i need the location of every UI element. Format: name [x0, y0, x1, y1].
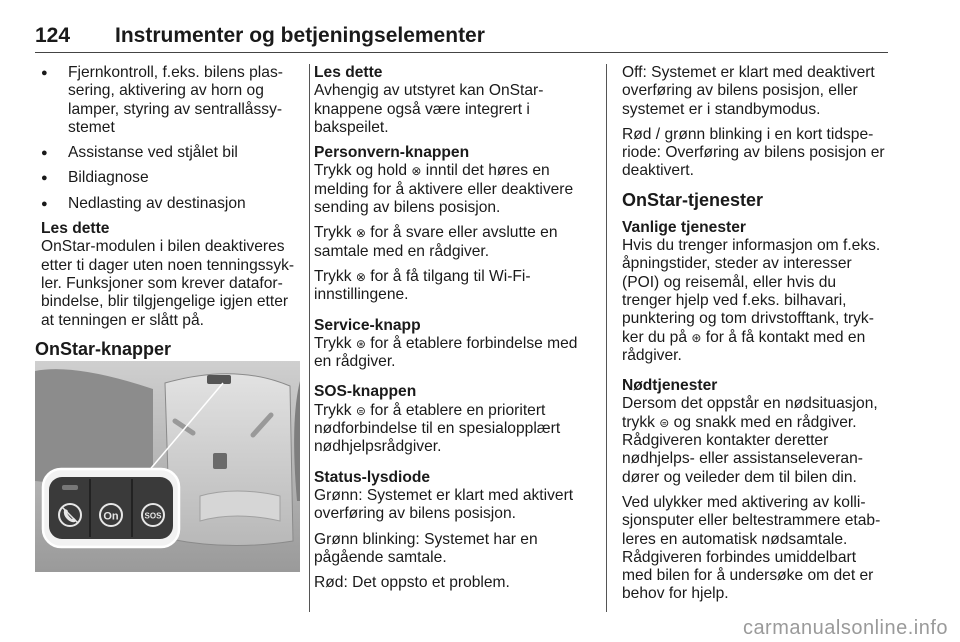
paragraph: Rød: Det oppsto et problem. [314, 574, 510, 592]
onstar-icon: ⊛ [355, 336, 366, 351]
paragraph: Ved ulykker med aktivering av kolli-sjonsputer eller beltestrammere etab-leres en automatisk nødsamtale. Rådgiveren forbindes umiddelbart med bilen for å undersøke om det er behov for hjelp. [622, 493, 881, 603]
paragraph: Dersom det oppstår en nødsituasjon, trykk ⊜ og snakk med en rådgiver. Rådgiveren kontakter deretter nødhjelps- eller assistanseleveran-dører og veileder dem til bilen din. [622, 395, 878, 486]
column-divider [606, 64, 607, 612]
note-box [41, 220, 300, 330]
paragraph: Grønn: Systemet er klart med aktivert overføring av bilens posisjon. [314, 486, 574, 523]
page-title: Instrumenter og betjeningselementer [115, 24, 485, 47]
sos-icon: ⊜ [659, 415, 670, 430]
phone-icon: ⊗ [411, 164, 422, 179]
page-number: 124 [35, 24, 71, 47]
service-button-heading: Service-knapp [314, 316, 421, 334]
paragraph: Trykk ⊛ for å etablere forbindelse med en rådgiver. [314, 334, 578, 371]
paragraph: Trykk ⊜ for å etablere en prioritert nødforbindelse til en spesialopplært nødhjelpsrådgiver. [314, 401, 561, 456]
paragraph: Hvis du trenger informasjon om f.eks. åpningstider, steder av interesser (POI) og reisemål, eller hvis du trenger hjelp ved f.eks. bilhavari, punktering og tom drivstofftank, tryk-ker du på ⊛ for å få kontakt med en rådgiver. [622, 237, 881, 364]
phone-icon: ⊗ [355, 269, 366, 284]
column-left [35, 64, 300, 368]
status-led-heading: Status-lysdiode [314, 468, 431, 486]
paragraph: Grønn blinking: Systemet har en pågående samtale. [314, 530, 538, 566]
sos-button-label: SOS [144, 511, 162, 521]
standard-services-heading: Vanlige tjenester [622, 218, 746, 236]
note-title: Les dette [314, 64, 383, 81]
column-right [622, 64, 888, 611]
emergency-services-heading: Nødtjenester [622, 377, 718, 395]
paragraph: Rød / grønn blinking i en kort tidspe-riode: Overføring av bilens posisjon er deaktivert. [622, 125, 885, 180]
list-item: ● Bildiagnose [35, 169, 300, 187]
section-heading: OnStar-knapper [35, 338, 172, 359]
watermark: carmanualsonline.info [742, 617, 948, 639]
page-header [35, 22, 888, 53]
sos-icon: ⊜ [355, 403, 366, 418]
paragraph: Trykk ⊗ for å få tilgang til Wi-Fi-innstillingene. [314, 267, 531, 304]
onstar-icon: ⊛ [691, 330, 702, 345]
paragraph: Trykk og hold ⊗ inntil det høres en melding for å aktivere eller deaktivere sending av bilens posisjon. [314, 162, 574, 217]
list-item: ● Assistanse ved stjålet bil [35, 144, 300, 162]
paragraph: Off: Systemet er klart med deaktivert overføring av bilens posisjon, eller systemet er i standbymodus. [622, 64, 875, 118]
onstar-button-label: On [103, 510, 119, 523]
note-text: OnStar-modulen i bilen deaktiveres etter ti dager uten noen tenningssyk-ler. Funksjoner som krever datafor-bindelse, blir tilgjengelige igjen etter at tenningen er slått på. [41, 238, 295, 329]
onstar-buttons-illustration [35, 361, 300, 572]
note-text: Avhengig av utstyret kan OnStar-knappene også være integrert i bakspeilet. [314, 82, 544, 136]
feature-list [35, 64, 300, 213]
list-item: ● Fjernkontroll, f.eks. bilens plas-sering, aktivering av horn og lamper, styring av sentrallåssy-stemet [35, 64, 300, 137]
list-item: ● Nedlasting av destinasjon [35, 195, 300, 213]
section-heading: OnStar-tjenester [622, 189, 764, 210]
column-middle [314, 64, 592, 599]
note-title: Les dette [41, 220, 110, 238]
phone-icon: ⊗ [355, 226, 366, 241]
paragraph: Trykk ⊗ for å svare eller avslutte en samtale med en rådgiver. [314, 224, 558, 260]
column-divider [309, 64, 310, 612]
sos-button-heading: SOS-knappen [314, 383, 417, 401]
privacy-button-heading: Personvern-knappen [314, 144, 470, 162]
